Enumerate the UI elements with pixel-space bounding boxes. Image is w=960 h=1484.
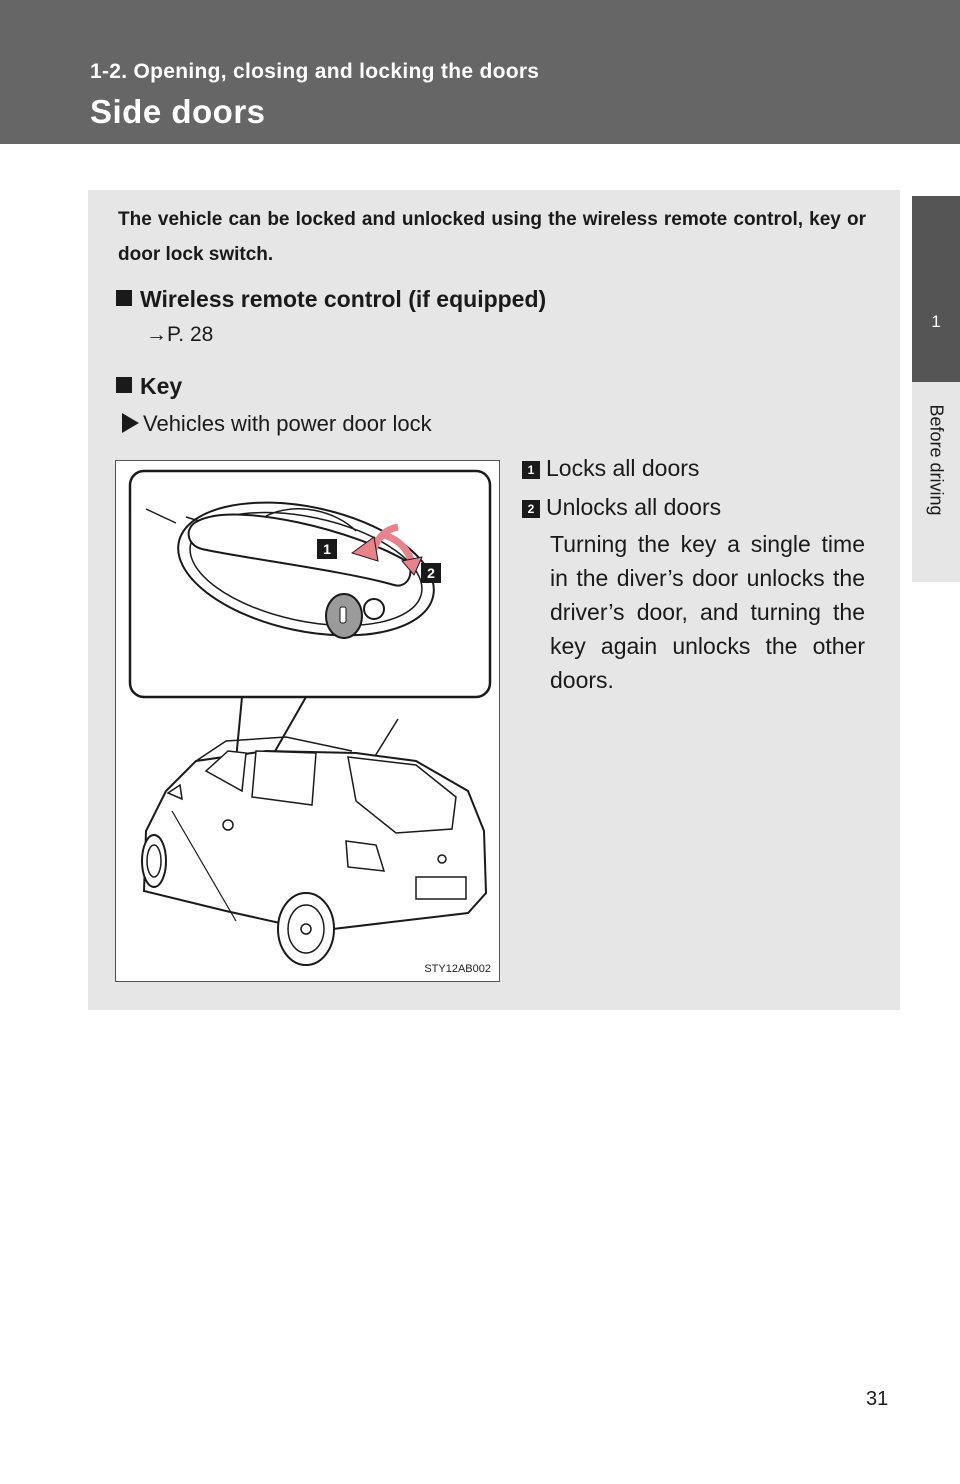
key-description: Turning the key a single time in the diver’s door unlocks the driver’s door, and turning the key again unlocks the other doors. [550, 531, 865, 693]
car-door-drawing [116, 461, 501, 983]
legend-item-unlock: 2 Unlocks all doors [522, 494, 721, 521]
door-key-illustration [115, 460, 500, 982]
vehicle-type-line: Vehicles with power door lock [122, 411, 432, 437]
number-badge-1: 1 [522, 461, 540, 479]
chapter-tab [912, 196, 960, 382]
square-bullet-icon [116, 377, 132, 393]
square-bullet-icon [116, 290, 132, 306]
page-title: Side doors [90, 93, 266, 130]
page-reference-link[interactable]: →P. 28 [146, 323, 214, 346]
heading-wireless-remote: Wireless remote control (if equipped) [116, 286, 546, 313]
heading-key: Key [116, 373, 182, 400]
figure-callout-2: 2 [421, 563, 441, 583]
legend-item-lock: 1 Locks all doors [522, 455, 699, 482]
figure-code: STY12AB002 [424, 963, 491, 975]
intro-text: The vehicle can be locked and unlocked using the wireless remote control, key or door lock switch. [118, 209, 866, 265]
page-number: 31 [866, 1388, 889, 1410]
page-header [0, 0, 960, 144]
section-label: 1-2. Opening, closing and locking the doors [90, 60, 540, 83]
triangle-bullet-icon [122, 413, 139, 433]
chapter-number: 1 [931, 312, 941, 331]
number-badge-2: 2 [522, 500, 540, 518]
chapter-name: Before driving [926, 404, 947, 516]
figure-callout-1: 1 [317, 539, 337, 559]
